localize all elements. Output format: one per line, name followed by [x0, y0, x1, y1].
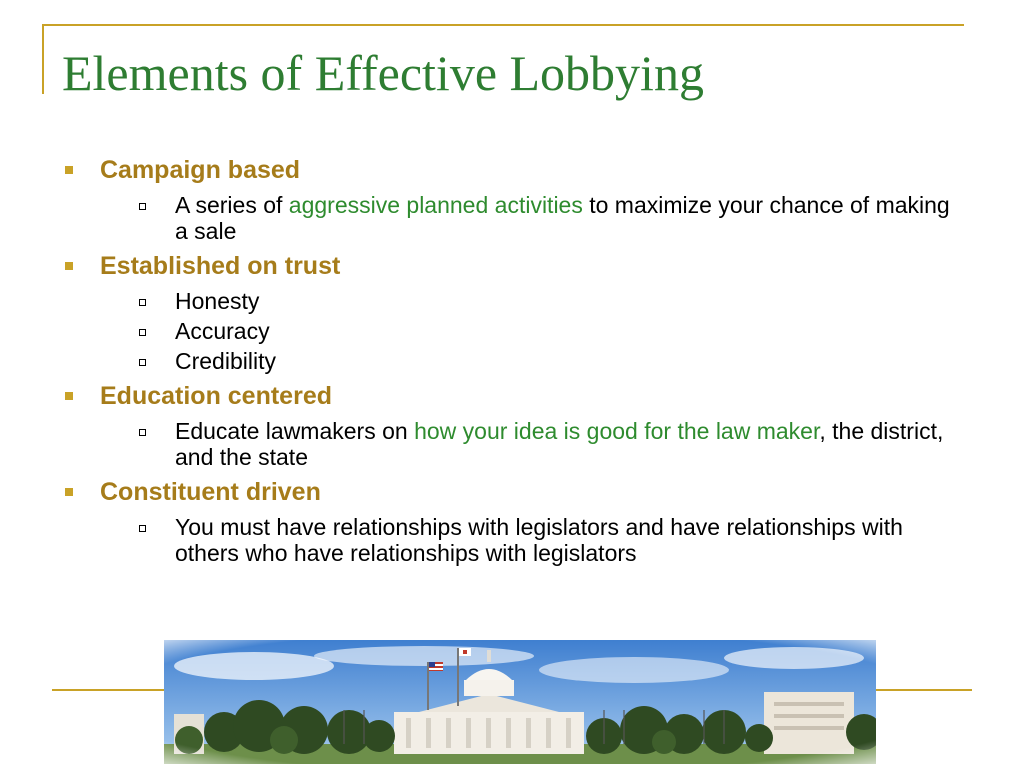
capitol-building-photo: [164, 640, 876, 764]
bullet-label: Campaign based: [100, 156, 301, 184]
sub-highlight: aggressive planned activities: [288, 192, 583, 218]
bullet-list: [62, 152, 962, 570]
sub-bullet: [100, 418, 962, 470]
bullet-education-centered: [62, 378, 962, 470]
square-bullet-icon: [65, 488, 73, 496]
square-bullet-icon: [65, 166, 73, 174]
bullet-campaign-based: [62, 152, 962, 244]
sub-text: You must have relationships with legislators and have relationships with others who have relationships with legislators: [175, 514, 903, 566]
square-bullet-icon: [65, 262, 73, 270]
sub-text: Educate lawmakers on: [175, 418, 415, 444]
sub-bullet: [100, 348, 962, 374]
sub-text: , the district, and the state: [175, 418, 944, 470]
bullet-label: Constituent driven: [100, 478, 321, 506]
frame-top-rule: [42, 24, 964, 26]
sub-text: Accuracy: [175, 318, 270, 344]
hollow-square-bullet-icon: [139, 299, 146, 306]
bullet-label: Established on trust: [100, 252, 341, 280]
hollow-square-bullet-icon: [139, 525, 146, 532]
hollow-square-bullet-icon: [139, 203, 146, 210]
slide-title: Elements of Effective Lobbying: [62, 45, 704, 101]
bottom-rule-right: [876, 689, 972, 691]
bullet-label: Education centered: [100, 382, 332, 410]
bullet-established-on-trust: [62, 248, 962, 374]
square-bullet-icon: [65, 392, 73, 400]
hollow-square-bullet-icon: [139, 329, 146, 336]
sub-text: to maximize your chance of making a sale: [175, 192, 950, 244]
sub-bullet: [100, 192, 962, 244]
bullet-constituent-driven: [62, 474, 962, 566]
sub-bullet: [100, 318, 962, 344]
hollow-square-bullet-icon: [139, 429, 146, 436]
sub-text: Honesty: [175, 288, 260, 314]
hollow-square-bullet-icon: [139, 359, 146, 366]
sub-text: A series of: [175, 192, 289, 218]
frame-left-rule: [42, 24, 44, 94]
sub-bullet: [100, 514, 962, 566]
sub-bullet: [100, 288, 962, 314]
sub-text: Credibility: [175, 348, 276, 374]
sub-highlight: how your idea is good for the law maker: [414, 418, 820, 444]
bottom-rule-left: [52, 689, 164, 691]
